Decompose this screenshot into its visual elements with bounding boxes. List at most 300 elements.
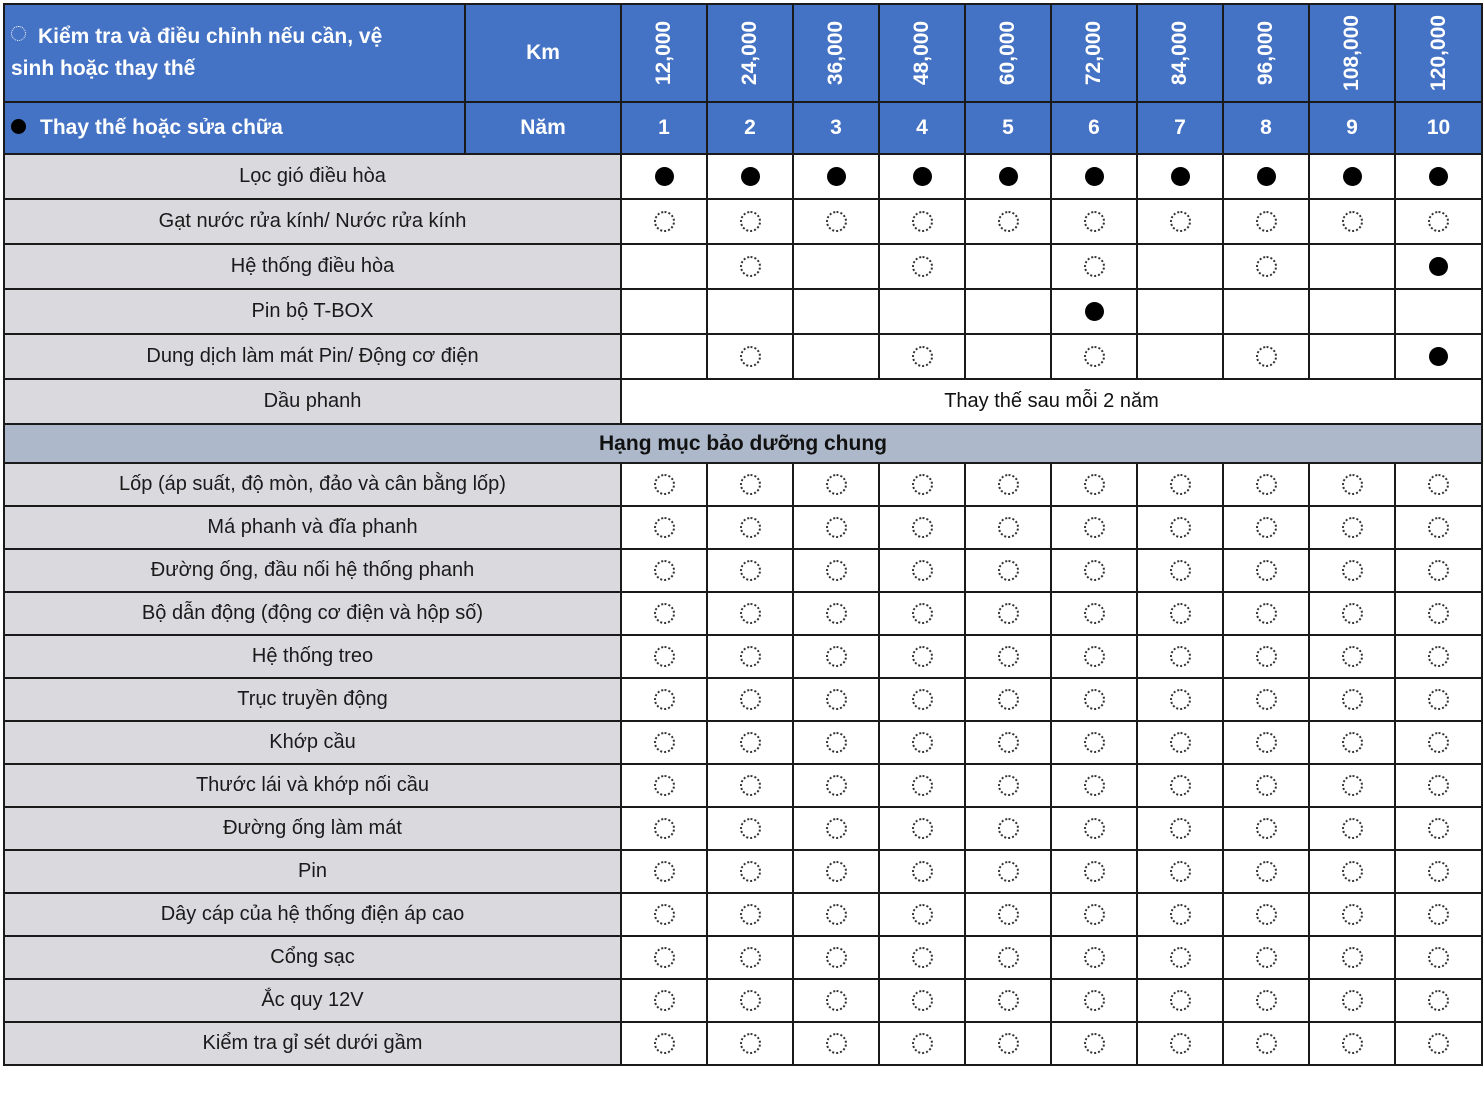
dotted-circle-icon <box>654 775 675 796</box>
dotted-circle-icon <box>740 947 761 968</box>
schedule-cell <box>793 721 879 764</box>
schedule-cell <box>1223 635 1309 678</box>
schedule-cell <box>707 893 793 936</box>
dotted-circle-icon <box>1084 474 1105 495</box>
schedule-cell <box>1223 549 1309 592</box>
legend-inspect-line1: Kiểm tra và điều chỉnh nếu cần, vệ <box>38 25 383 48</box>
dotted-circle-icon <box>912 689 933 710</box>
schedule-cell <box>1051 635 1137 678</box>
schedule-cell <box>707 199 793 244</box>
year-header-cell: 4 <box>879 102 965 154</box>
schedule-cell <box>1223 936 1309 979</box>
dotted-circle-icon <box>998 732 1019 753</box>
schedule-cell <box>965 721 1051 764</box>
schedule-cell <box>1223 893 1309 936</box>
year-header-cell: 5 <box>965 102 1051 154</box>
dotted-circle-icon <box>998 211 1019 232</box>
filled-circle-icon <box>1429 347 1448 366</box>
schedule-cell <box>1051 154 1137 199</box>
dotted-circle-icon <box>1170 474 1191 495</box>
schedule-cell <box>1395 678 1482 721</box>
dotted-circle-icon <box>740 517 761 538</box>
dotted-circle-icon <box>1170 517 1191 538</box>
item-label: Hệ thống điều hòa <box>4 244 621 289</box>
schedule-cell <box>793 893 879 936</box>
schedule-cell <box>1137 289 1223 334</box>
table-row <box>4 635 1482 678</box>
item-label: Kiểm tra gỉ sét dưới gầm <box>4 1022 621 1065</box>
schedule-cell <box>965 979 1051 1022</box>
schedule-cell <box>965 463 1051 506</box>
schedule-cell <box>793 850 879 893</box>
dotted-circle-icon <box>1342 775 1363 796</box>
schedule-cell <box>621 592 707 635</box>
schedule-cell <box>1395 289 1482 334</box>
schedule-cell <box>793 979 879 1022</box>
schedule-cell <box>707 936 793 979</box>
schedule-cell <box>793 635 879 678</box>
dotted-circle-icon <box>998 689 1019 710</box>
dotted-circle-icon <box>1170 646 1191 667</box>
schedule-cell <box>879 764 965 807</box>
schedule-cell <box>1051 592 1137 635</box>
dotted-circle-icon <box>1170 861 1191 882</box>
schedule-cell <box>965 1022 1051 1065</box>
schedule-cell <box>879 807 965 850</box>
schedule-cell <box>965 936 1051 979</box>
item-label: Lọc gió điều hòa <box>4 154 621 199</box>
schedule-cell <box>879 850 965 893</box>
dotted-circle-icon <box>1256 256 1277 277</box>
schedule-cell <box>1223 334 1309 379</box>
year-header-cell: 9 <box>1309 102 1395 154</box>
dotted-circle-icon <box>826 560 847 581</box>
year-header-cell: 10 <box>1395 102 1482 154</box>
schedule-cell <box>965 289 1051 334</box>
schedule-cell <box>1309 1022 1395 1065</box>
schedule-cell <box>1395 154 1482 199</box>
dotted-circle-icon <box>1084 818 1105 839</box>
schedule-cell <box>1395 1022 1482 1065</box>
dotted-circle-icon <box>654 474 675 495</box>
dotted-circle-icon <box>1342 818 1363 839</box>
schedule-cell <box>1395 506 1482 549</box>
dotted-circle-icon <box>998 474 1019 495</box>
item-label: Cổng sạc <box>4 936 621 979</box>
dotted-circle-icon <box>1256 560 1277 581</box>
dotted-circle-icon <box>826 732 847 753</box>
maintenance-schedule-table <box>3 3 1483 1066</box>
schedule-cell <box>879 635 965 678</box>
schedule-cell <box>879 721 965 764</box>
dotted-circle-icon <box>1170 990 1191 1011</box>
schedule-cell <box>793 936 879 979</box>
schedule-cell <box>1137 936 1223 979</box>
dotted-circle-icon <box>740 346 761 367</box>
dotted-circle-icon <box>1428 517 1449 538</box>
schedule-cell <box>1051 463 1137 506</box>
dotted-circle-icon <box>826 211 847 232</box>
dotted-circle-icon <box>1342 560 1363 581</box>
dotted-circle-icon <box>1428 775 1449 796</box>
table-row <box>4 678 1482 721</box>
schedule-cell <box>1137 893 1223 936</box>
dotted-circle-icon <box>740 560 761 581</box>
table-row <box>4 979 1482 1022</box>
dotted-circle-icon <box>654 861 675 882</box>
item-label: Thước lái và khớp nối cầu <box>4 764 621 807</box>
schedule-cell <box>1309 199 1395 244</box>
schedule-cell <box>1137 154 1223 199</box>
schedule-cell <box>793 549 879 592</box>
dotted-circle-icon <box>912 256 933 277</box>
dotted-circle-icon <box>1084 904 1105 925</box>
dotted-circle-icon <box>740 775 761 796</box>
schedule-cell <box>1137 721 1223 764</box>
legend-inspect <box>4 4 465 102</box>
table-row <box>4 850 1482 893</box>
dotted-circle-icon <box>740 861 761 882</box>
dotted-circle-icon <box>1084 256 1105 277</box>
legend-inspect-line2: sinh hoặc thay thế <box>11 57 196 80</box>
dotted-circle-icon <box>826 904 847 925</box>
dotted-circle-icon <box>1342 517 1363 538</box>
dotted-circle-icon <box>1170 211 1191 232</box>
schedule-cell <box>793 678 879 721</box>
dotted-circle-icon <box>1342 947 1363 968</box>
schedule-cell <box>1051 289 1137 334</box>
dotted-circle-icon <box>1256 818 1277 839</box>
schedule-cell <box>879 979 965 1022</box>
schedule-cell <box>1223 244 1309 289</box>
km-header-cell <box>879 4 965 102</box>
schedule-cell <box>707 678 793 721</box>
km-value: 84,000 <box>1167 20 1191 86</box>
dotted-circle-icon <box>826 775 847 796</box>
schedule-cell <box>1137 592 1223 635</box>
schedule-cell <box>965 764 1051 807</box>
item-label: Trục truyền động <box>4 678 621 721</box>
table-row <box>4 289 1482 334</box>
item-label: Đường ống, đầu nối hệ thống phanh <box>4 549 621 592</box>
item-label: Dầu phanh <box>4 379 621 424</box>
table-row <box>4 154 1482 199</box>
schedule-cell <box>621 154 707 199</box>
filled-circle-icon <box>655 167 674 186</box>
schedule-cell <box>621 1022 707 1065</box>
km-header-cell <box>1137 4 1223 102</box>
schedule-cell <box>1395 721 1482 764</box>
schedule-cell <box>1137 1022 1223 1065</box>
schedule-cell <box>1395 334 1482 379</box>
km-value: 36,000 <box>823 20 847 86</box>
filled-circle-icon <box>913 167 932 186</box>
schedule-cell <box>1223 764 1309 807</box>
schedule-cell <box>879 506 965 549</box>
schedule-cell <box>1309 979 1395 1022</box>
km-header-cell <box>1051 4 1137 102</box>
dotted-circle-icon <box>998 646 1019 667</box>
schedule-cell <box>707 764 793 807</box>
dotted-circle-icon <box>654 211 675 232</box>
schedule-cell <box>1395 463 1482 506</box>
dotted-circle-icon <box>912 990 933 1011</box>
dotted-circle-icon <box>1428 603 1449 624</box>
dotted-circle-icon <box>1342 1033 1363 1054</box>
filled-circle-icon <box>1085 167 1104 186</box>
dotted-circle-icon <box>826 646 847 667</box>
dotted-circle-icon <box>1084 646 1105 667</box>
dotted-circle-icon <box>1084 990 1105 1011</box>
dotted-circle-icon <box>1170 775 1191 796</box>
dotted-circle-icon <box>998 560 1019 581</box>
schedule-cell <box>621 289 707 334</box>
schedule-cell <box>1051 334 1137 379</box>
table-row <box>4 1022 1482 1065</box>
dotted-circle-icon <box>912 947 933 968</box>
schedule-cell <box>965 678 1051 721</box>
schedule-cell <box>879 678 965 721</box>
dotted-circle-icon <box>826 947 847 968</box>
dotted-circle-icon <box>654 732 675 753</box>
year-header-cell: 6 <box>1051 102 1137 154</box>
schedule-cell <box>707 721 793 764</box>
dotted-circle-icon <box>654 560 675 581</box>
schedule-cell <box>1051 199 1137 244</box>
dotted-circle-icon <box>826 603 847 624</box>
dotted-circle-icon <box>826 818 847 839</box>
dotted-circle-icon <box>1256 346 1277 367</box>
schedule-cell <box>793 592 879 635</box>
dotted-circle-icon <box>1342 474 1363 495</box>
dotted-circle-icon <box>1084 689 1105 710</box>
schedule-cell <box>1051 244 1137 289</box>
schedule-cell <box>1309 893 1395 936</box>
dotted-circle-icon <box>1256 904 1277 925</box>
table-row <box>4 592 1482 635</box>
schedule-cell <box>1309 721 1395 764</box>
schedule-cell <box>1137 463 1223 506</box>
filled-circle-icon <box>741 167 760 186</box>
schedule-cell <box>1309 289 1395 334</box>
schedule-cell <box>1395 893 1482 936</box>
schedule-cell <box>1309 463 1395 506</box>
schedule-cell <box>1051 979 1137 1022</box>
schedule-cell <box>621 850 707 893</box>
dotted-circle-icon <box>998 990 1019 1011</box>
dotted-circle-icon <box>1342 603 1363 624</box>
table-row <box>4 807 1482 850</box>
table-row <box>4 199 1482 244</box>
dotted-circle-icon <box>654 818 675 839</box>
dotted-circle-icon <box>1256 732 1277 753</box>
schedule-cell <box>1223 289 1309 334</box>
km-value: 72,000 <box>1081 20 1105 86</box>
schedule-cell <box>793 244 879 289</box>
filled-circle-icon <box>1429 257 1448 276</box>
dotted-circle-icon <box>740 646 761 667</box>
dotted-circle-icon <box>1428 990 1449 1011</box>
dotted-circle-icon <box>1256 947 1277 968</box>
schedule-cell <box>879 936 965 979</box>
schedule-cell <box>707 635 793 678</box>
schedule-cell <box>1051 549 1137 592</box>
schedule-cell <box>1137 807 1223 850</box>
filled-circle-icon <box>999 167 1018 186</box>
filled-circle-icon <box>827 167 846 186</box>
dotted-circle-icon <box>912 904 933 925</box>
table-row <box>4 334 1482 379</box>
item-label: Hệ thống treo <box>4 635 621 678</box>
schedule-cell <box>707 244 793 289</box>
dotted-circle-icon <box>826 990 847 1011</box>
schedule-cell <box>1051 850 1137 893</box>
schedule-cell <box>1395 850 1482 893</box>
schedule-cell <box>879 1022 965 1065</box>
schedule-cell <box>1395 549 1482 592</box>
schedule-cell <box>621 244 707 289</box>
schedule-cell <box>707 549 793 592</box>
schedule-cell <box>965 635 1051 678</box>
km-header-cell <box>707 4 793 102</box>
schedule-cell <box>793 334 879 379</box>
dotted-circle-icon <box>740 818 761 839</box>
schedule-cell <box>621 506 707 549</box>
year-header-cell: 7 <box>1137 102 1223 154</box>
legend-replace-label: Thay thế hoặc sửa chữa <box>40 116 283 139</box>
schedule-cell <box>1395 244 1482 289</box>
item-label: Dung dịch làm mát Pin/ Động cơ điện <box>4 334 621 379</box>
schedule-cell <box>965 154 1051 199</box>
year-header-cell: 1 <box>621 102 707 154</box>
km-value: 108,000 <box>1339 15 1363 91</box>
dotted-circle-icon <box>912 861 933 882</box>
year-header-cell: 3 <box>793 102 879 154</box>
schedule-cell <box>1051 678 1137 721</box>
schedule-cell <box>1395 764 1482 807</box>
schedule-cell <box>1223 592 1309 635</box>
dotted-circle-icon <box>1428 689 1449 710</box>
dotted-circle-icon <box>1256 689 1277 710</box>
schedule-cell <box>1051 506 1137 549</box>
dotted-circle-icon <box>1256 775 1277 796</box>
schedule-cell <box>1137 635 1223 678</box>
km-header-cell <box>1309 4 1395 102</box>
dotted-circle-icon <box>998 517 1019 538</box>
schedule-cell <box>1137 850 1223 893</box>
dotted-circle-icon <box>654 646 675 667</box>
km-header-cell <box>1395 4 1482 102</box>
dotted-circle-icon <box>1428 818 1449 839</box>
schedule-cell <box>621 549 707 592</box>
dotted-circle-icon <box>654 947 675 968</box>
dotted-circle-icon <box>1084 603 1105 624</box>
dotted-circle-icon <box>1084 861 1105 882</box>
dotted-circle-icon <box>1256 474 1277 495</box>
dotted-circle-icon <box>998 1033 1019 1054</box>
schedule-cell <box>793 1022 879 1065</box>
table-row <box>4 549 1482 592</box>
dotted-circle-icon <box>1256 990 1277 1011</box>
schedule-cell <box>965 549 1051 592</box>
dotted-circle-icon <box>740 904 761 925</box>
schedule-cell <box>621 764 707 807</box>
dotted-circle-icon <box>1170 818 1191 839</box>
dotted-circle-icon <box>1256 1033 1277 1054</box>
section-row <box>4 424 1482 463</box>
dotted-circle-icon <box>912 818 933 839</box>
dotted-circle-icon <box>1084 560 1105 581</box>
schedule-cell <box>707 289 793 334</box>
dotted-circle-icon <box>654 517 675 538</box>
schedule-cell <box>1309 678 1395 721</box>
schedule-cell <box>621 334 707 379</box>
dotted-circle-icon <box>1256 211 1277 232</box>
dotted-circle-icon <box>912 517 933 538</box>
schedule-cell <box>621 635 707 678</box>
dotted-circle-icon <box>912 346 933 367</box>
schedule-cell <box>1395 979 1482 1022</box>
dotted-circle-icon <box>1342 689 1363 710</box>
dotted-circle-icon <box>1084 1033 1105 1054</box>
item-label: Khớp cầu <box>4 721 621 764</box>
schedule-cell <box>793 154 879 199</box>
schedule-cell <box>965 199 1051 244</box>
schedule-cell <box>707 334 793 379</box>
legend-replace <box>4 102 465 154</box>
dotted-circle-icon <box>1428 732 1449 753</box>
brake-fluid-note: Thay thế sau mỗi 2 năm <box>621 379 1482 424</box>
dotted-circle-icon <box>998 775 1019 796</box>
schedule-cell <box>1223 721 1309 764</box>
dotted-circle-icon <box>1342 861 1363 882</box>
schedule-cell <box>1223 979 1309 1022</box>
dotted-circle-icon <box>1170 904 1191 925</box>
dotted-circle-icon <box>1170 603 1191 624</box>
dotted-circle-icon <box>1428 947 1449 968</box>
dotted-circle-icon <box>912 560 933 581</box>
schedule-cell <box>879 334 965 379</box>
dotted-circle-icon <box>654 603 675 624</box>
dotted-circle-icon <box>1342 990 1363 1011</box>
schedule-cell <box>965 334 1051 379</box>
dotted-circle-icon <box>1342 211 1363 232</box>
schedule-cell <box>1309 635 1395 678</box>
dotted-circle-icon <box>1084 346 1105 367</box>
schedule-cell <box>707 1022 793 1065</box>
schedule-cell <box>1051 893 1137 936</box>
km-value: 96,000 <box>1253 20 1277 86</box>
km-header-label: Km <box>465 4 621 102</box>
dotted-circle-icon <box>1428 861 1449 882</box>
schedule-cell <box>879 289 965 334</box>
filled-circle-icon <box>1429 167 1448 186</box>
km-value: 60,000 <box>995 20 1019 86</box>
schedule-cell <box>1223 154 1309 199</box>
item-label: Bộ dẫn động (động cơ điện và hộp số) <box>4 592 621 635</box>
dotted-circle-icon <box>1256 861 1277 882</box>
table-row <box>4 506 1482 549</box>
schedule-cell <box>879 549 965 592</box>
table-row <box>4 463 1482 506</box>
schedule-cell <box>707 979 793 1022</box>
schedule-cell <box>707 592 793 635</box>
filled-circle-icon <box>1085 302 1104 321</box>
dotted-circle-icon <box>1342 646 1363 667</box>
schedule-cell <box>1309 592 1395 635</box>
dotted-circle-icon <box>1428 646 1449 667</box>
dotted-circle-icon <box>11 26 26 41</box>
